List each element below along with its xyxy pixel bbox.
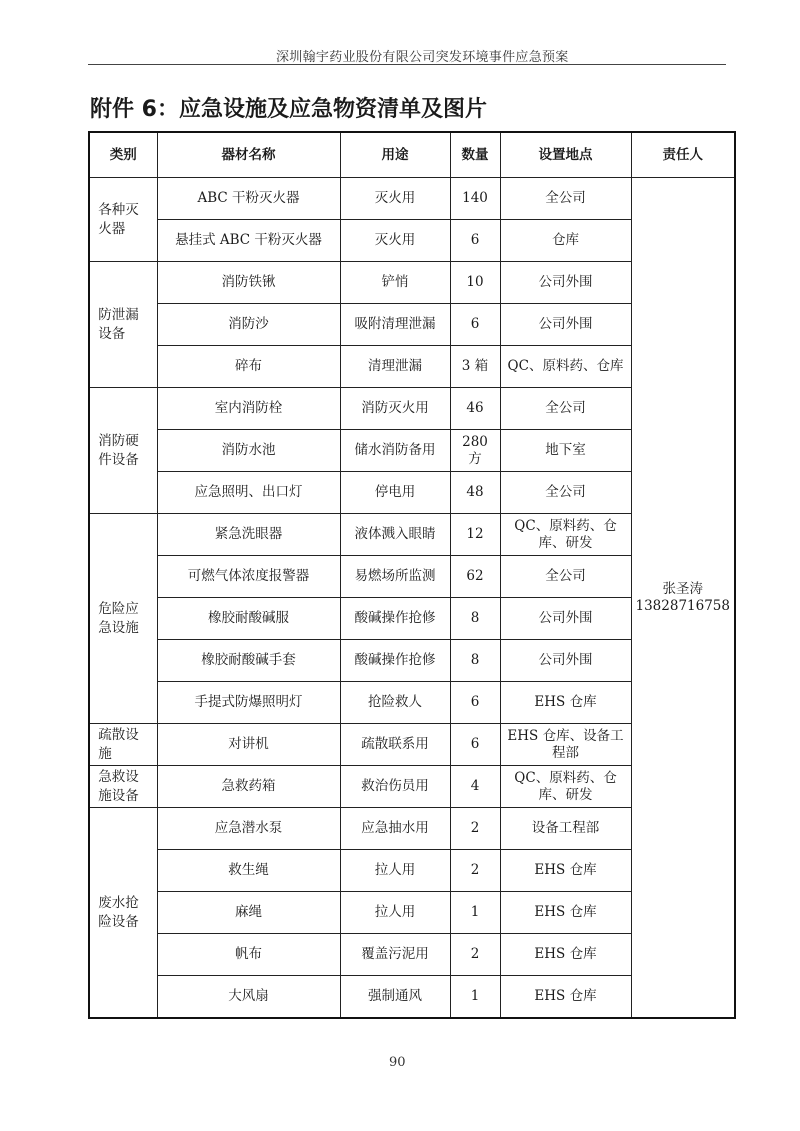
location-cell: EHS 仓库 <box>500 934 631 976</box>
equipment-name-cell: 室内消防栓 <box>157 388 340 430</box>
use-cell: 酸碱操作抢修 <box>340 598 450 640</box>
location-cell: EHS 仓库 <box>500 892 631 934</box>
quantity-cell: 46 <box>450 388 500 430</box>
equipment-name-cell: 消防铁锹 <box>157 262 340 304</box>
use-cell: 救治伤员用 <box>340 766 450 808</box>
location-cell: QC、原料药、仓库、研发 <box>500 766 631 808</box>
emergency-supplies-table <box>88 131 736 1019</box>
header-quantity: 数量 <box>450 132 500 178</box>
location-cell: 仓库 <box>500 220 631 262</box>
category-label: 疏散设施 <box>98 726 139 762</box>
header-location: 设置地点 <box>500 132 631 178</box>
location-cell: EHS 仓库 <box>500 850 631 892</box>
use-cell: 铲悄 <box>340 262 450 304</box>
use-cell: 拉人用 <box>340 892 450 934</box>
location-cell: QC、原料药、仓库 <box>500 346 631 388</box>
location-cell: EHS 仓库、设备工程部 <box>500 724 631 766</box>
running-header: 深圳翰宇药业股份有限公司突发环境事件应急预案 <box>276 50 569 65</box>
location-cell: 地下室 <box>500 430 631 472</box>
equipment-name-cell: 消防沙 <box>157 304 340 346</box>
use-cell: 强制通风 <box>340 976 450 1019</box>
use-cell: 易燃场所监测 <box>340 556 450 598</box>
equipment-name-cell: 大风扇 <box>157 976 340 1019</box>
quantity-cell: 62 <box>450 556 500 598</box>
use-cell: 疏散联系用 <box>340 724 450 766</box>
equipment-name-cell: 碎布 <box>157 346 340 388</box>
location-cell: 公司外围 <box>500 640 631 682</box>
use-cell: 吸附清理泄漏 <box>340 304 450 346</box>
quantity-cell: 3 箱 <box>450 346 500 388</box>
quantity-cell: 140 <box>450 178 500 220</box>
table-header-row <box>89 132 735 178</box>
location-cell: QC、原料药、仓库、研发 <box>500 514 631 556</box>
responsible-person-cell <box>631 178 735 1019</box>
quantity-cell: 1 <box>450 976 500 1019</box>
equipment-name-cell: 救生绳 <box>157 850 340 892</box>
category-label: 消防硬件设备 <box>98 432 139 468</box>
quantity-cell: 8 <box>450 640 500 682</box>
quantity-cell: 6 <box>450 220 500 262</box>
use-cell: 应急抽水用 <box>340 808 450 850</box>
quantity-cell: 6 <box>450 304 500 346</box>
page-title: 附件 6：应急设施及应急物资清单及图片 <box>90 97 487 122</box>
category-cell <box>89 388 157 514</box>
header-divider <box>88 64 726 65</box>
location-cell: 公司外围 <box>500 262 631 304</box>
location-cell: 全公司 <box>500 472 631 514</box>
category-label: 废水抢险设备 <box>98 894 139 930</box>
equipment-name-cell: 麻绳 <box>157 892 340 934</box>
location-cell: 公司外围 <box>500 304 631 346</box>
use-cell: 消防灭火用 <box>340 388 450 430</box>
use-cell: 灭火用 <box>340 178 450 220</box>
use-cell: 储水消防备用 <box>340 430 450 472</box>
equipment-name-cell: 对讲机 <box>157 724 340 766</box>
category-cell <box>89 514 157 724</box>
equipment-name-cell: 消防水池 <box>157 430 340 472</box>
header-equipment-name: 器材名称 <box>157 132 340 178</box>
use-cell: 液体溅入眼睛 <box>340 514 450 556</box>
category-label: 各种灭火器 <box>98 201 139 237</box>
quantity-cell: 2 <box>450 850 500 892</box>
quantity-cell: 6 <box>450 724 500 766</box>
location-cell: 全公司 <box>500 556 631 598</box>
table-body <box>89 178 735 1019</box>
use-cell: 抢险救人 <box>340 682 450 724</box>
category-cell <box>89 808 157 1019</box>
location-cell: 设备工程部 <box>500 808 631 850</box>
equipment-name-cell: 手提式防爆照明灯 <box>157 682 340 724</box>
equipment-name-cell: 应急潜水泵 <box>157 808 340 850</box>
quantity-cell: 4 <box>450 766 500 808</box>
category-label: 防泄漏设备 <box>98 306 139 342</box>
quantity-cell: 1 <box>450 892 500 934</box>
use-cell: 停电用 <box>340 472 450 514</box>
use-cell: 清理泄漏 <box>340 346 450 388</box>
equipment-name-cell: 紧急洗眼器 <box>157 514 340 556</box>
quantity-cell: 12 <box>450 514 500 556</box>
location-cell: 全公司 <box>500 388 631 430</box>
quantity-cell: 6 <box>450 682 500 724</box>
location-cell: 公司外围 <box>500 598 631 640</box>
category-cell <box>89 178 157 262</box>
use-cell: 覆盖污泥用 <box>340 934 450 976</box>
equipment-name-cell: 悬挂式 ABC 干粉灭火器 <box>157 220 340 262</box>
header-category: 类别 <box>89 132 157 178</box>
equipment-name-cell: 橡胶耐酸碱服 <box>157 598 340 640</box>
equipment-name-cell: 应急照明、出口灯 <box>157 472 340 514</box>
location-cell: EHS 仓库 <box>500 976 631 1019</box>
equipment-name-cell: 帆布 <box>157 934 340 976</box>
equipment-name-cell: 橡胶耐酸碱手套 <box>157 640 340 682</box>
use-cell: 拉人用 <box>340 850 450 892</box>
header-responsible: 责任人 <box>631 132 735 178</box>
page-number: 90 <box>389 1055 406 1070</box>
category-cell <box>89 262 157 388</box>
quantity-cell: 2 <box>450 934 500 976</box>
table-row <box>89 178 735 220</box>
equipment-name-cell: 可燃气体浓度报警器 <box>157 556 340 598</box>
category-cell <box>89 766 157 808</box>
category-label: 急救设施设备 <box>98 768 139 804</box>
header-use: 用途 <box>340 132 450 178</box>
quantity-cell: 8 <box>450 598 500 640</box>
category-cell <box>89 724 157 766</box>
equipment-name-cell: ABC 干粉灭火器 <box>157 178 340 220</box>
quantity-cell: 10 <box>450 262 500 304</box>
location-cell: EHS 仓库 <box>500 682 631 724</box>
responsible-person-name: 张圣涛 <box>662 580 703 597</box>
equipment-name-cell: 急救药箱 <box>157 766 340 808</box>
category-label: 危险应急设施 <box>98 600 139 636</box>
use-cell: 酸碱操作抢修 <box>340 640 450 682</box>
quantity-cell: 2 <box>450 808 500 850</box>
quantity-cell: 48 <box>450 472 500 514</box>
quantity-cell: 280 方 <box>450 430 500 472</box>
location-cell: 全公司 <box>500 178 631 220</box>
responsible-person-phone: 13828716758 <box>635 597 730 614</box>
use-cell: 灭火用 <box>340 220 450 262</box>
